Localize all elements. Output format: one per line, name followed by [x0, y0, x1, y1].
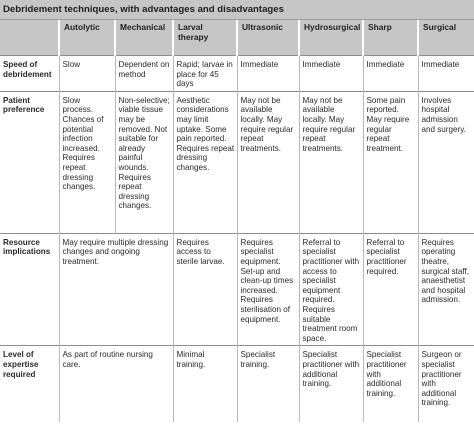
- cell-autolytic-mechanical: May require multiple dressing changes and ongoing treatment.: [59, 233, 173, 346]
- cell-autolytic-mechanical: As part of routine nursing care.: [59, 346, 173, 423]
- cell-mechanical: Non-selective; viable tissue may be removed. Not suitable for already painful wounds. Requires repeat dressing changes.: [115, 91, 173, 233]
- row-label: Speed of debridement: [0, 56, 59, 92]
- table-row-patient-preference: [0, 91, 474, 233]
- cell-ultrasonic: May not be available locally. May require regular repeat treatments.: [237, 91, 299, 233]
- table-row-resource-implications: [0, 233, 474, 346]
- cell-sharp: Some pain reported. May require regular repeat treatment.: [363, 91, 418, 233]
- cell-autolytic: Slow: [59, 56, 115, 92]
- table-title: Debridement techniques, with advantages and disadvantages: [0, 0, 474, 20]
- cell-hydrosurgical: Referral to specialist practitioner with access to specialist equipment required. Requires suitable treatment room space.: [299, 233, 363, 346]
- header-autolytic: Autolytic: [59, 20, 115, 56]
- cell-larval: Requires access to sterile larvae.: [173, 233, 237, 346]
- debridement-table: [0, 20, 474, 422]
- row-label: Resource implications: [0, 233, 59, 346]
- cell-larval: Aesthetic considerations may limit uptake. Some pain reported. Requires repeat dressing changes.: [173, 91, 237, 233]
- cell-surgical: Immediate: [418, 56, 474, 92]
- cell-sharp: Immediate: [363, 56, 418, 92]
- cell-ultrasonic: Requires specialist equipment. Set-up and clean-up times increased. Requires sterilisation of equipment.: [237, 233, 299, 346]
- cell-hydrosurgical: Immediate: [299, 56, 363, 92]
- row-label: Level of expertise required: [0, 346, 59, 423]
- header-corner: [0, 20, 59, 56]
- table-row-speed: [0, 56, 474, 92]
- cell-hydrosurgical: Specialist practitioner with additional training.: [299, 346, 363, 423]
- header-ultrasonic: Ultrasonic: [237, 20, 299, 56]
- cell-surgical: Requires operating theatre, surgical staff, anaesthetist and hospital admission.: [418, 233, 474, 346]
- header-row: [0, 20, 474, 56]
- cell-mechanical: Dependent on method: [115, 56, 173, 92]
- header-mechanical: Mechanical: [115, 20, 173, 56]
- header-sharp: Sharp: [363, 20, 418, 56]
- row-label: Patient preference: [0, 91, 59, 233]
- cell-ultrasonic: Specialist training.: [237, 346, 299, 423]
- header-hydrosurgical: Hydrosurgical: [299, 20, 363, 56]
- cell-autolytic: Slow process. Chances of potential infection increased. Requires repeat dressing changes.: [59, 91, 115, 233]
- cell-larval: Rapid; larvae in place for 45 days: [173, 56, 237, 92]
- cell-sharp: Specialist practitioner with additional training.: [363, 346, 418, 423]
- cell-ultrasonic: Immediate: [237, 56, 299, 92]
- table-row-expertise: [0, 346, 474, 423]
- cell-hydrosurgical: May not be available locally. May require regular repeat treatments.: [299, 91, 363, 233]
- cell-sharp: Referral to specialist practitioner required.: [363, 233, 418, 346]
- cell-surgical: Surgeon or specialist practitioner with additional training.: [418, 346, 474, 423]
- cell-larval: Minimal training.: [173, 346, 237, 423]
- header-surgical: Surgical: [418, 20, 474, 56]
- header-larval-therapy: Larval therapy: [173, 20, 237, 56]
- cell-surgical: Involves hospital admission and surgery.: [418, 91, 474, 233]
